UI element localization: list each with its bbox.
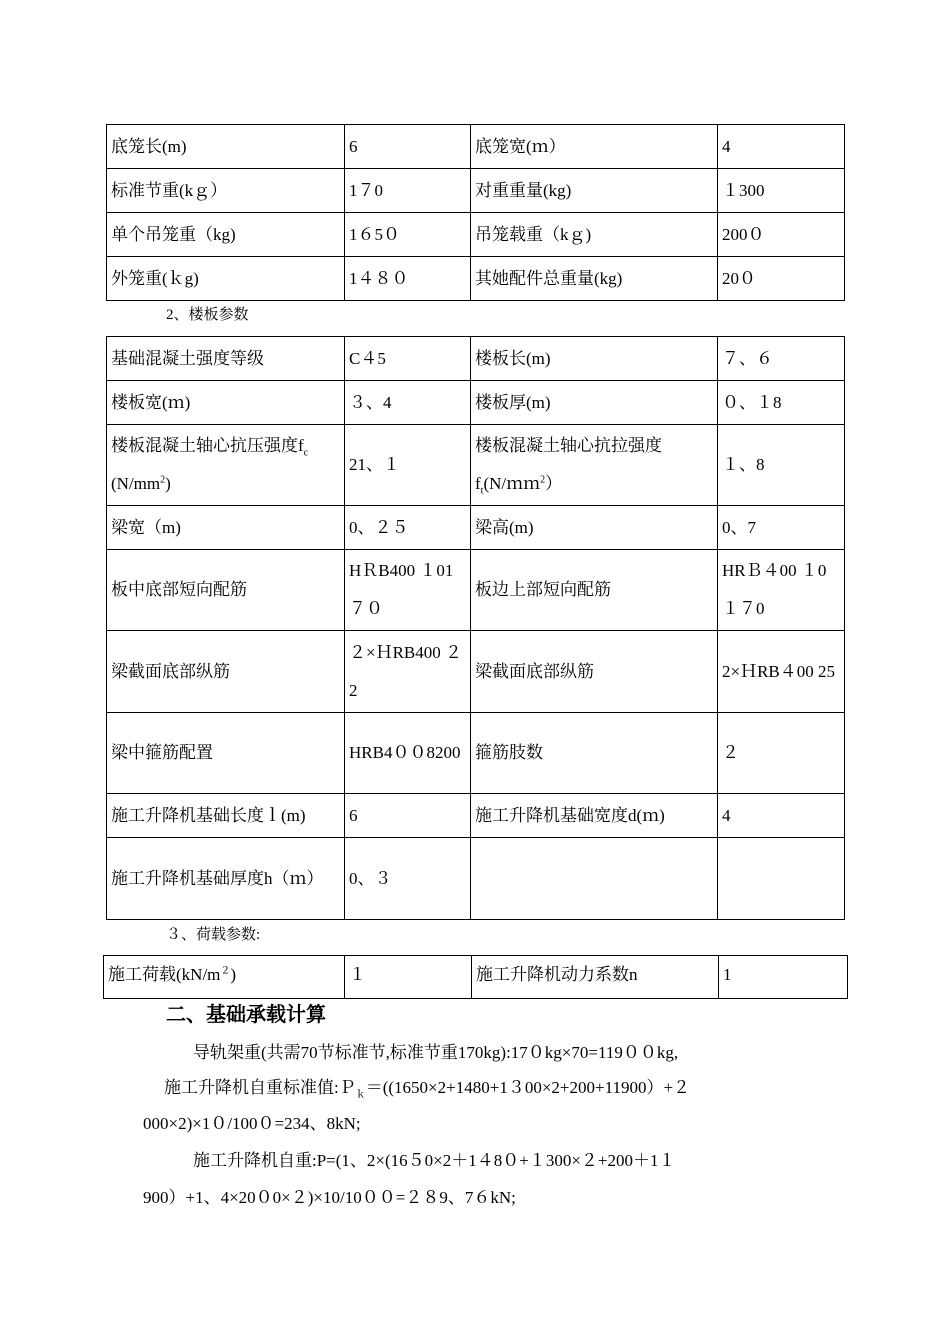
cell: 梁高(m) <box>471 506 718 550</box>
cell-text: (N/ｍｍ <box>483 474 541 493</box>
cage-parameters-table <box>106 124 845 301</box>
cell: ７、６ <box>718 337 845 381</box>
cell-text: 施工荷载(kN/m <box>108 965 221 984</box>
cell-text: f <box>475 474 481 493</box>
cell: 单个吊笼重（kg) <box>107 213 345 257</box>
table-row <box>107 169 845 213</box>
cell: HRＢ４00 １0１７0 <box>718 550 845 631</box>
cell: 0、7 <box>718 506 845 550</box>
cell: 板边上部短向配筋 <box>471 550 718 631</box>
cell-superscript: 2 <box>540 474 546 486</box>
section-3-title: ３、荷载参数: <box>166 927 261 943</box>
cell: 4 <box>718 794 845 838</box>
cell-text: ) <box>165 474 171 493</box>
cell <box>718 838 845 920</box>
cell: C４5 <box>345 337 471 381</box>
load-parameters-table <box>103 955 848 999</box>
paragraph-subscript: ｋ <box>355 1089 366 1101</box>
cell: 梁中箍筋配置 <box>107 713 345 794</box>
slab-parameters-table <box>106 336 845 920</box>
cell: 1７0 <box>345 169 471 213</box>
cell: 6 <box>345 794 471 838</box>
cell: HRB4００8200 <box>345 713 471 794</box>
cell: 梁截面底部纵筋 <box>471 631 718 713</box>
cell: 其她配件总重量(kg) <box>471 257 718 301</box>
cell: 对重重量(kg) <box>471 169 718 213</box>
table-row <box>107 506 845 550</box>
cell: 4 <box>718 125 845 169</box>
cell: 基础混凝土强度等级 <box>107 337 345 381</box>
cell: ３、4 <box>345 381 471 425</box>
table-row <box>107 257 845 301</box>
cell: HＲB400 １01７０ <box>345 550 471 631</box>
cell <box>107 425 345 506</box>
table-row <box>107 425 845 506</box>
cell-text: ) <box>230 965 237 984</box>
cell: 外笼重(ｋg) <box>107 257 345 301</box>
cell: 楼板长(m) <box>471 337 718 381</box>
paragraph-line: 导轨架重(共需70节标准节,标准节重170kg):17０kg×70=119００kg, <box>193 1043 679 1062</box>
table-row <box>107 631 845 713</box>
paragraph-line: 900）+1、4×20０0×２)×10/10００=２８9、7６kN; <box>143 1188 516 1207</box>
cell-subscript: c <box>303 447 309 459</box>
table-row <box>107 794 845 838</box>
paragraph-line: 施工升降机自重:P=(1、2×(16５0×2＋1４8０+１300×２+200＋1１ <box>193 1151 676 1170</box>
table-row <box>107 550 845 631</box>
cell: 2×ＨRB４00 25 <box>718 631 845 713</box>
table-row <box>107 125 845 169</box>
cell: 200０ <box>718 213 845 257</box>
cell: 梁截面底部纵筋 <box>107 631 345 713</box>
cell: 1４８０ <box>345 257 471 301</box>
cell-text: (N/mm <box>111 474 161 493</box>
cell: 1 <box>719 956 848 999</box>
cell <box>104 956 345 999</box>
cell: 底笼宽(ｍ） <box>471 125 718 169</box>
cell-text: 楼板混凝土轴心抗压强度f <box>111 436 304 455</box>
cell: 梁宽（m) <box>107 506 345 550</box>
cell-superscript: 2 <box>160 474 166 486</box>
table-row <box>107 838 845 920</box>
cell-text: ） <box>545 474 563 493</box>
cell: ２×ＨRB400 ２2 <box>345 631 471 713</box>
cell: 楼板宽(ｍ) <box>107 381 345 425</box>
cell <box>471 838 718 920</box>
table-row <box>107 713 845 794</box>
cell: 施工升降机基础宽度d(ｍ) <box>471 794 718 838</box>
cell: 0、３ <box>345 838 471 920</box>
cell-text: 楼板混凝土轴心抗拉强度 <box>475 436 662 455</box>
table-row <box>104 956 848 999</box>
cell: 施工升降机基础厚度h（ｍ） <box>107 838 345 920</box>
cell: 楼板厚(m) <box>471 381 718 425</box>
table-row <box>107 213 845 257</box>
paragraph-line: 000×2)×1０/100０=234、8kN; <box>143 1114 361 1133</box>
section-heading: 二、基础承载计算 <box>166 1002 326 1026</box>
cell: 施工升降机基础长度ｌ(m) <box>107 794 345 838</box>
cell: 20０ <box>718 257 845 301</box>
cell: 1６5０ <box>345 213 471 257</box>
cell: 板中底部短向配筋 <box>107 550 345 631</box>
paragraph-line <box>164 1073 691 1101</box>
cell <box>471 425 718 506</box>
cell: 21、１ <box>345 425 471 506</box>
cell: ２ <box>718 713 845 794</box>
cell: 底笼长(m) <box>107 125 345 169</box>
cell: 吊笼载重（kｇ) <box>471 213 718 257</box>
cell: 0、２５ <box>345 506 471 550</box>
cell: １、8 <box>718 425 845 506</box>
table-row <box>107 337 845 381</box>
cell: 施工升降机动力系数n <box>472 956 719 999</box>
cell: 标准节重(kｇ） <box>107 169 345 213</box>
table-row <box>107 381 845 425</box>
cell: ０、１8 <box>718 381 845 425</box>
section-2-title: 2、楼板参数 <box>166 307 249 323</box>
paragraph-text: 施工升降机自重标准值:Ｐ <box>164 1078 356 1097</box>
cell: 箍筋肢数 <box>471 713 718 794</box>
cell: 6 <box>345 125 471 169</box>
cell-subscript: t <box>480 485 484 497</box>
paragraph-text: ＝((1650×2+1480+1３00×2+200+11900）+２ <box>365 1078 691 1097</box>
cell: １300 <box>718 169 845 213</box>
cell-superscript: ２ <box>220 965 231 977</box>
cell: １ <box>345 956 472 999</box>
